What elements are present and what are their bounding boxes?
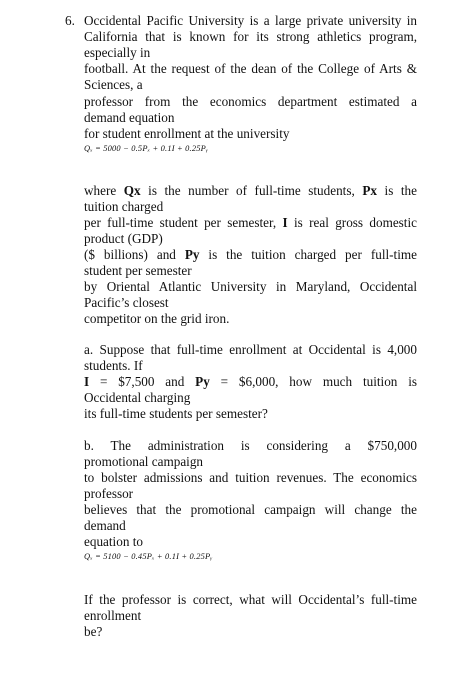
part-b-line-7: equation to <box>84 534 143 549</box>
definitions-line-7: by Oriental Atlantic University in Maryland, Occidental <box>84 279 417 294</box>
intro-line-8: for student enrollment at the university <box>84 126 290 141</box>
definitions-line-4: product (GDP) <box>84 231 163 246</box>
part-b-line-3: to bolster admissions and tuition revenues. The economics <box>84 470 417 485</box>
closing-line-1: If the professor is correct, what will Occidental’s full-time <box>84 592 417 607</box>
demand-equation-1: Qₓ = 5000 − 0.5Pₓ + 0.1I + 0.25Pᵧ <box>84 144 209 153</box>
definitions-line-9: competitor on the grid iron. <box>84 311 230 326</box>
intro-line-3: especially in <box>84 45 151 60</box>
demand-equation-2: Qₓ = 5100 − 0.45Pₓ + 0.1I + 0.25Pᵧ <box>84 552 213 561</box>
part-a-line-4: Occidental charging <box>84 390 191 405</box>
intro-line-2: California that is known for its strong athletics program, <box>84 29 417 44</box>
intro-line-7: demand equation <box>84 110 175 125</box>
part-b-line-6: demand <box>84 518 126 533</box>
part-b-line-2: promotional campaign <box>84 454 204 469</box>
closing-line-2: enrollment <box>84 608 142 623</box>
closing-line-3: be? <box>84 624 103 639</box>
definitions-line-5: ($ billions) and Py is the tuition charged per full-time <box>84 247 417 262</box>
intro-line-5: Sciences, a <box>84 77 143 92</box>
definitions-line-1: where Qx is the number of full-time students, Px is the <box>84 183 417 198</box>
definitions-line-2: tuition charged <box>84 199 164 214</box>
intro-line-1: Occidental Pacific University is a large private university in <box>84 13 417 28</box>
part-a-line-1: a. Suppose that full-time enrollment at Occidental is 4,000 <box>84 342 417 357</box>
definitions-line-3: per full-time student per semester, I is real gross domestic <box>84 215 417 230</box>
part-b-line-5: believes that the promotional campaign will change the <box>84 502 417 517</box>
part-a-line-3: I = $7,500 and Py = $6,000, how much tuition is <box>84 374 417 389</box>
part-a-line-5: its full-time students per semester? <box>84 406 268 421</box>
question-number: 6. <box>65 13 75 28</box>
part-b-line-4: professor <box>84 486 134 501</box>
intro-line-4: football. At the request of the dean of the College of Arts & <box>84 61 417 76</box>
part-a-line-2: students. If <box>84 358 143 373</box>
definitions-line-6: student per semester <box>84 263 192 278</box>
definitions-line-8: Pacific’s closest <box>84 295 169 310</box>
part-b-line-1: b. The administration is considering a $750,000 <box>84 438 417 453</box>
intro-line-6: professor from the economics department estimated a <box>84 94 417 109</box>
